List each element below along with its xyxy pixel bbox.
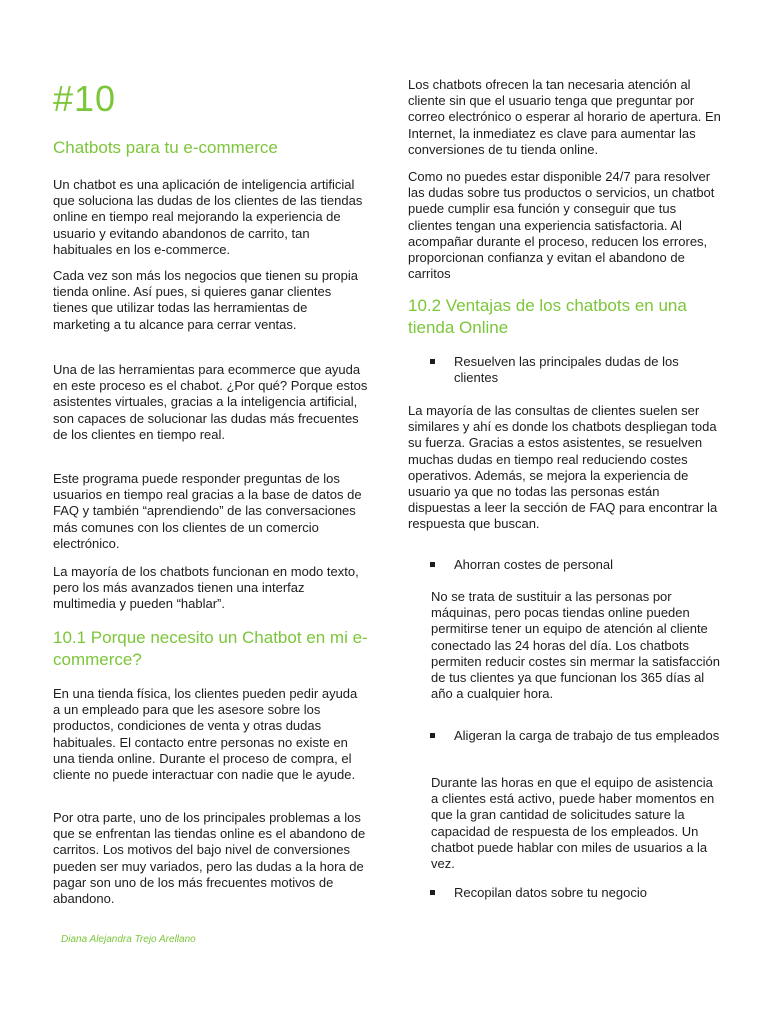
bullet-label: Aligeran la carga de trabajo de tus empleados <box>454 728 720 743</box>
bullet-item <box>430 728 720 744</box>
paragraph: Un chatbot es una aplicación de inteligencia artificial que soluciona las dudas de los clientes de las tiendas online en tiempo real mejorando la experiencia de usuario y evitando abandonos de carrito, tan habituales en los e-commerce. <box>53 177 363 257</box>
bullet-icon <box>430 562 435 567</box>
section-number: #10 <box>53 78 117 119</box>
paragraph: Los chatbots ofrecen la tan necesaria atención al cliente sin que el usuario tenga que preguntar por correo electrónico o esperar al horario de apertura. En Internet, la inmediatez es clave para aumentar las conversiones de tu tienda online. <box>408 77 721 157</box>
paragraph: Este programa puede responder preguntas de los usuarios en tiempo real gracias a la base de datos de FAQ y también “aprendiendo” de las conversaciones más comunes con los clientes de un comercio electrónico. <box>53 471 362 551</box>
bullet-label: Recopilan datos sobre tu negocio <box>454 885 647 900</box>
author-footer: Diana Alejandra Trejo Arellano <box>61 934 196 945</box>
bullet-item <box>430 885 720 901</box>
paragraph: En una tienda física, los clientes pueden pedir ayuda a un empleado para que les asesore sobre los productos, condiciones de venta y otras dudas habituales. El contacto entre personas no existe en una tienda online. Durante el proceso de compra, el cliente no puede interactuar con nadie que le ayude. <box>53 686 358 783</box>
paragraph: Por otra parte, uno de los principales problemas a los que se enfrentan las tiendas online es el abandono de carritos. Los motivos del bajo nivel de conversiones pueden ser muy variados, pero las dudas a la hora de pagar son uno de los más frecuentes motivos de abandono. <box>53 810 366 907</box>
paragraph: La mayoría de los chatbots funcionan en modo texto, pero los más avanzados tienen una interfaz multimedia y pueden “hablar”. <box>53 564 359 612</box>
paragraph: Una de las herramientas para ecommerce que ayuda en este proceso es el chabot. ¿Por qué? Porque estos asistentes virtuales, gracias a la inteligencia artificial, son capaces de solucionar las dudas más frecuentes de los clientes en tiempo real. <box>53 362 368 442</box>
paragraph: No se trata de sustituir a las personas por máquinas, pero pocas tiendas online pueden permitirse tener un equipo de atención al cliente conectado las 24 horas del día. Los chatbots permiten reducir costes sin mermar la satisfacción de tus clientes ya que funcionan los 365 días al año a cualquier hora. <box>431 589 720 702</box>
page-title: Chatbots para tu e-commerce <box>53 138 278 157</box>
section-heading: 10.2 Ventajas de los chatbots en una tienda Online <box>408 296 687 337</box>
paragraph: Como no puedes estar disponible 24/7 para resolver las dudas sobre tus productos o servicios, un chatbot puede cumplir esa función y conseguir que tus clientes tengan una experiencia satisfactoria. Al acompañar durante el proceso, reducen los errores, proporcionan confianza y evitan el abandono de carritos <box>408 169 715 282</box>
bullet-item <box>430 557 720 573</box>
paragraph: La mayoría de las consultas de clientes suelen ser similares y ahí es donde los chatbots despliegan toda su fuerza. Gracias a estos asistentes, se resuelven muchas dudas en tiempo real reduciendo costes operativos. Además, se mejora la experiencia de usuario ya que no todas las personas están dispuestas a leer la sección de FAQ para encontrar la respuesta que buscan. <box>408 403 718 532</box>
bullet-icon <box>430 890 435 895</box>
section-heading: 10.1 Porque necesito un Chatbot en mi e-commerce? <box>53 628 368 669</box>
bullet-icon <box>430 733 435 738</box>
paragraph: Cada vez son más los negocios que tienen su propia tienda online. Así pues, si quieres ganar clientes tienes que utilizar todas las herramientas de marketing a tu alcance para cerrar ventas. <box>53 268 358 332</box>
bullet-icon <box>430 359 435 364</box>
bullet-item <box>430 354 720 386</box>
bullet-label: Resuelven las principales dudas de los clientes <box>454 354 679 386</box>
paragraph: Durante las horas en que el equipo de asistencia a clientes está activo, puede haber momentos en que la gran cantidad de solicitudes sature la capacidad de respuesta de los empleados. Un chatbot puede hablar con miles de usuarios a la vez. <box>431 775 715 872</box>
bullet-label: Ahorran costes de personal <box>454 557 613 572</box>
